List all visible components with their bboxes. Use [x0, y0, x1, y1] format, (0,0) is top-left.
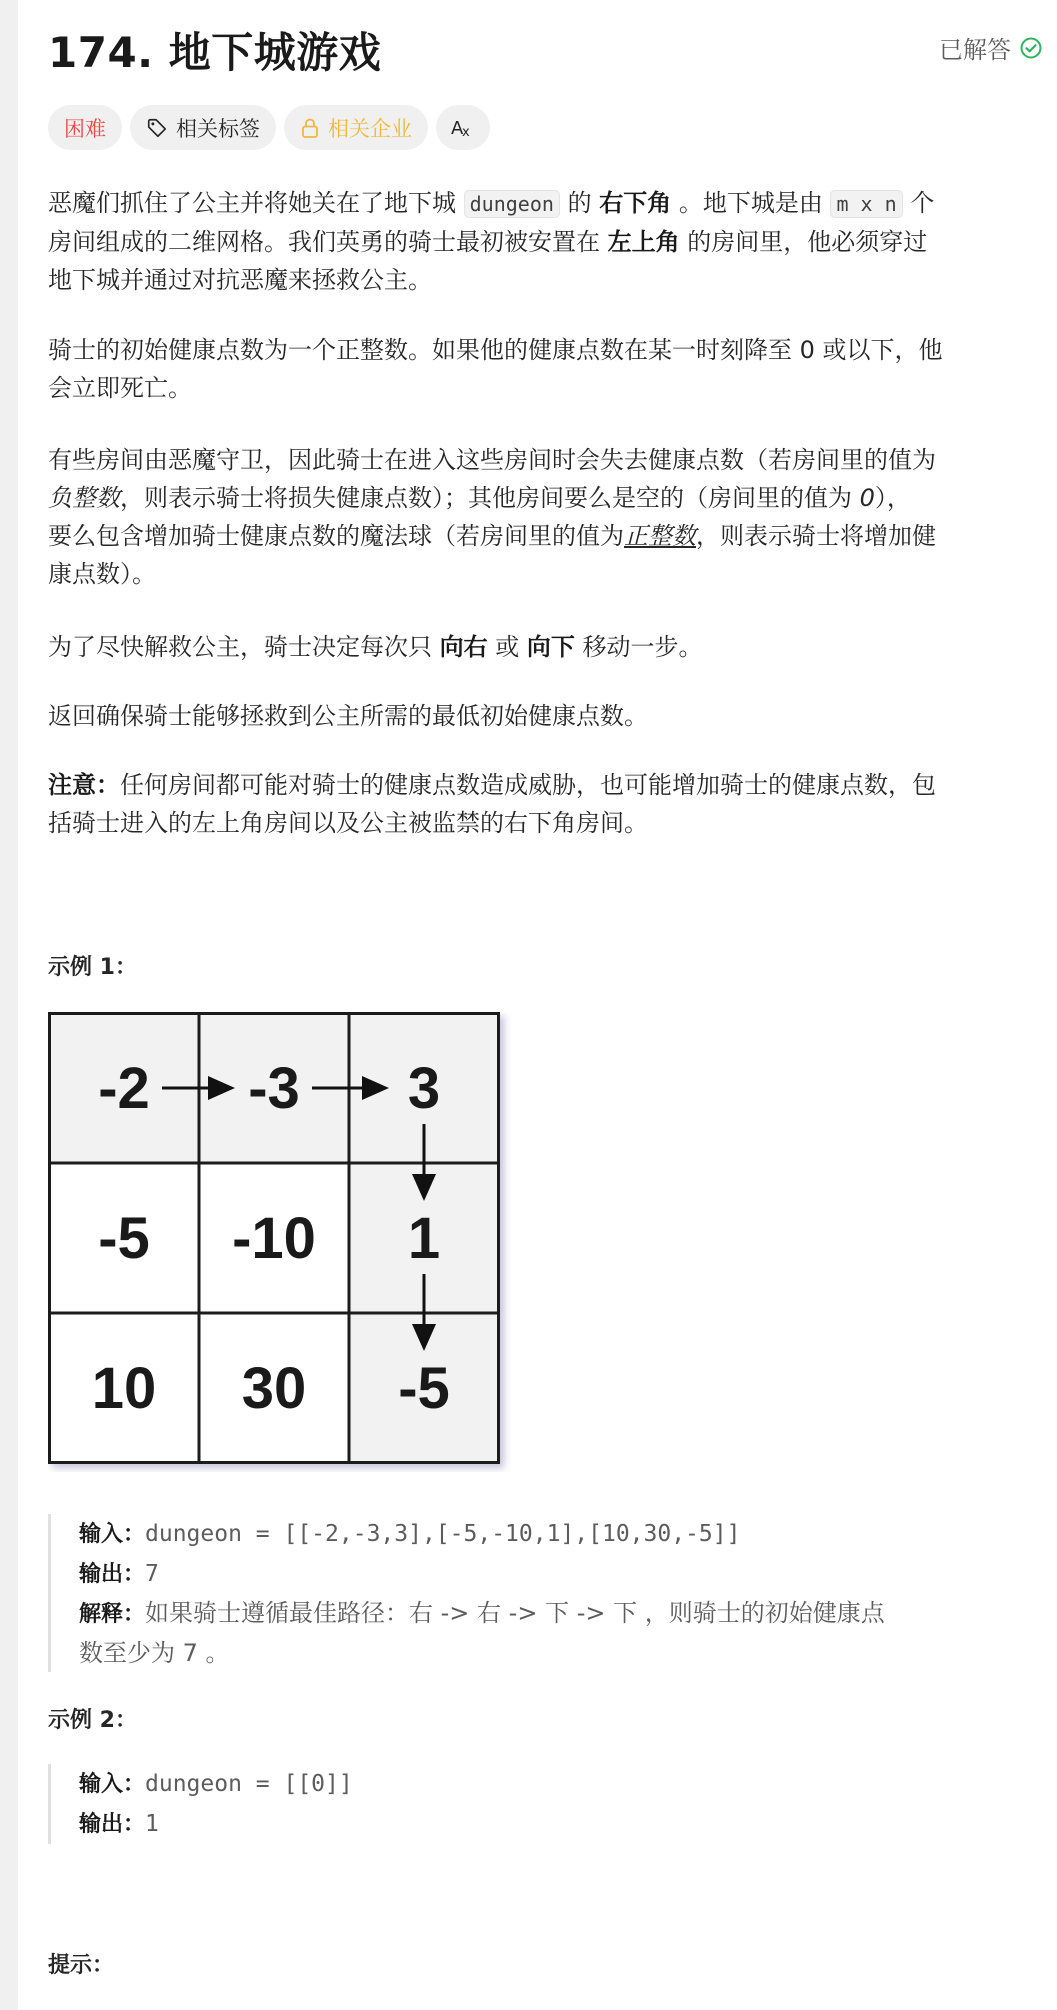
example-2-block	[48, 1764, 353, 1844]
problem-content	[48, 0, 1043, 1978]
grid-cell: -10	[232, 1206, 316, 1271]
grid-cell: 30	[241, 1356, 307, 1421]
tag-icon	[146, 117, 168, 139]
input-value: dungeon = [[0]]	[145, 1771, 353, 1797]
tag-row	[48, 105, 1043, 150]
input-label: 输入：	[79, 1522, 146, 1547]
related-tags-button[interactable]	[130, 105, 276, 150]
difficulty-label: 困难	[64, 116, 106, 141]
problem-title: 174. 地下城游戏	[48, 28, 382, 77]
svg-text:x: x	[462, 124, 470, 140]
description-paragraph-3: 有些房间由恶魔守卫，因此骑士在进入这些房间时会失去健康点数（若房间里的值为 负整数，则表示骑士将损失健康点数）；其他房间要么是空的（房间里的值为 0）， 要么包含增加骑士健康点数的魔法球（若房间里的值为正整数，则表示骑士将增加健 康点数）。	[48, 446, 936, 588]
input-value: dungeon = [[-2,-3,3],[-5,-10,1],[10,30,-5]]	[145, 1521, 741, 1547]
output-label: 输出：	[79, 1812, 146, 1837]
translate-icon	[450, 116, 476, 140]
solved-label: 已解答	[939, 36, 1011, 64]
example-1-grid-image	[48, 1012, 518, 1476]
bold-bottom-right: 右下角	[599, 189, 672, 217]
problem-panel	[18, 0, 1057, 2010]
explanation-label: 解释：	[79, 1602, 146, 1627]
grid-cell: -3	[248, 1056, 300, 1121]
related-companies-button[interactable]	[284, 105, 428, 150]
inline-code-mxn: m x n	[830, 190, 902, 218]
note-label: 注意：	[48, 771, 120, 799]
grid-cell: -5	[398, 1356, 450, 1421]
note-paragraph: 注意：任何房间都可能对骑士的健康点数造成威胁，也可能增加骑士的健康点数，包 括骑士进入的左上角房间以及公主被监禁的右下角房间。	[48, 771, 936, 837]
explanation-text-2: 数至少为 7 。	[79, 1639, 230, 1667]
description-paragraph-1: 恶魔们抓住了公主并将她关在了地下城 dungeon 的 右下角 。地下城是由 m x n 个 房间组成的二维网格。我们英勇的骑士最初被安置在 左上角 的房间里，他必须穿过 地下城并通过对抗恶魔来拯救公主。	[48, 189, 935, 294]
description-paragraph-5: 返回确保骑士能够拯救到公主所需的最低初始健康点数。	[48, 702, 648, 730]
description-paragraph-2: 骑士的初始健康点数为一个正整数。如果他的健康点数在某一时刻降至 0 或以下，他 会立即死亡。	[48, 336, 943, 402]
grid-cell: 1	[407, 1206, 441, 1271]
grid-cell: -5	[98, 1206, 150, 1271]
difficulty-badge	[48, 105, 122, 150]
example-1-block	[48, 1514, 885, 1672]
explanation-text: 如果骑士遵循最佳路径：右 -> 右 -> 下 -> 下 ，则骑士的初始健康点	[145, 1599, 885, 1627]
example-1-title: 示例 1：	[48, 955, 137, 980]
inline-code-dungeon: dungeon	[464, 190, 560, 218]
hints-title: 提示：	[48, 1953, 115, 1978]
output-value: 1	[145, 1811, 159, 1837]
grid-cell: 3	[407, 1056, 441, 1121]
example-2-title: 示例 2：	[48, 1708, 137, 1733]
grid-cell: -2	[98, 1056, 150, 1121]
output-label: 输出：	[79, 1562, 146, 1587]
grid-cell: 10	[91, 1356, 157, 1421]
svg-text:A: A	[451, 117, 464, 139]
related-tags-label: 相关标签	[176, 116, 260, 141]
output-value: 7	[145, 1561, 159, 1587]
description-paragraph-4: 为了尽快解救公主，骑士决定每次只 向右 或 向下 移动一步。	[48, 633, 703, 661]
check-circle-icon	[1019, 36, 1043, 60]
input-label: 输入：	[79, 1772, 146, 1797]
lock-icon	[300, 117, 320, 139]
bold-top-left: 左上角	[607, 228, 680, 256]
solved-status	[939, 30, 1043, 65]
problem-header	[48, 0, 1043, 90]
related-companies-label: 相关企业	[328, 116, 412, 141]
translate-button[interactable]	[436, 105, 490, 150]
